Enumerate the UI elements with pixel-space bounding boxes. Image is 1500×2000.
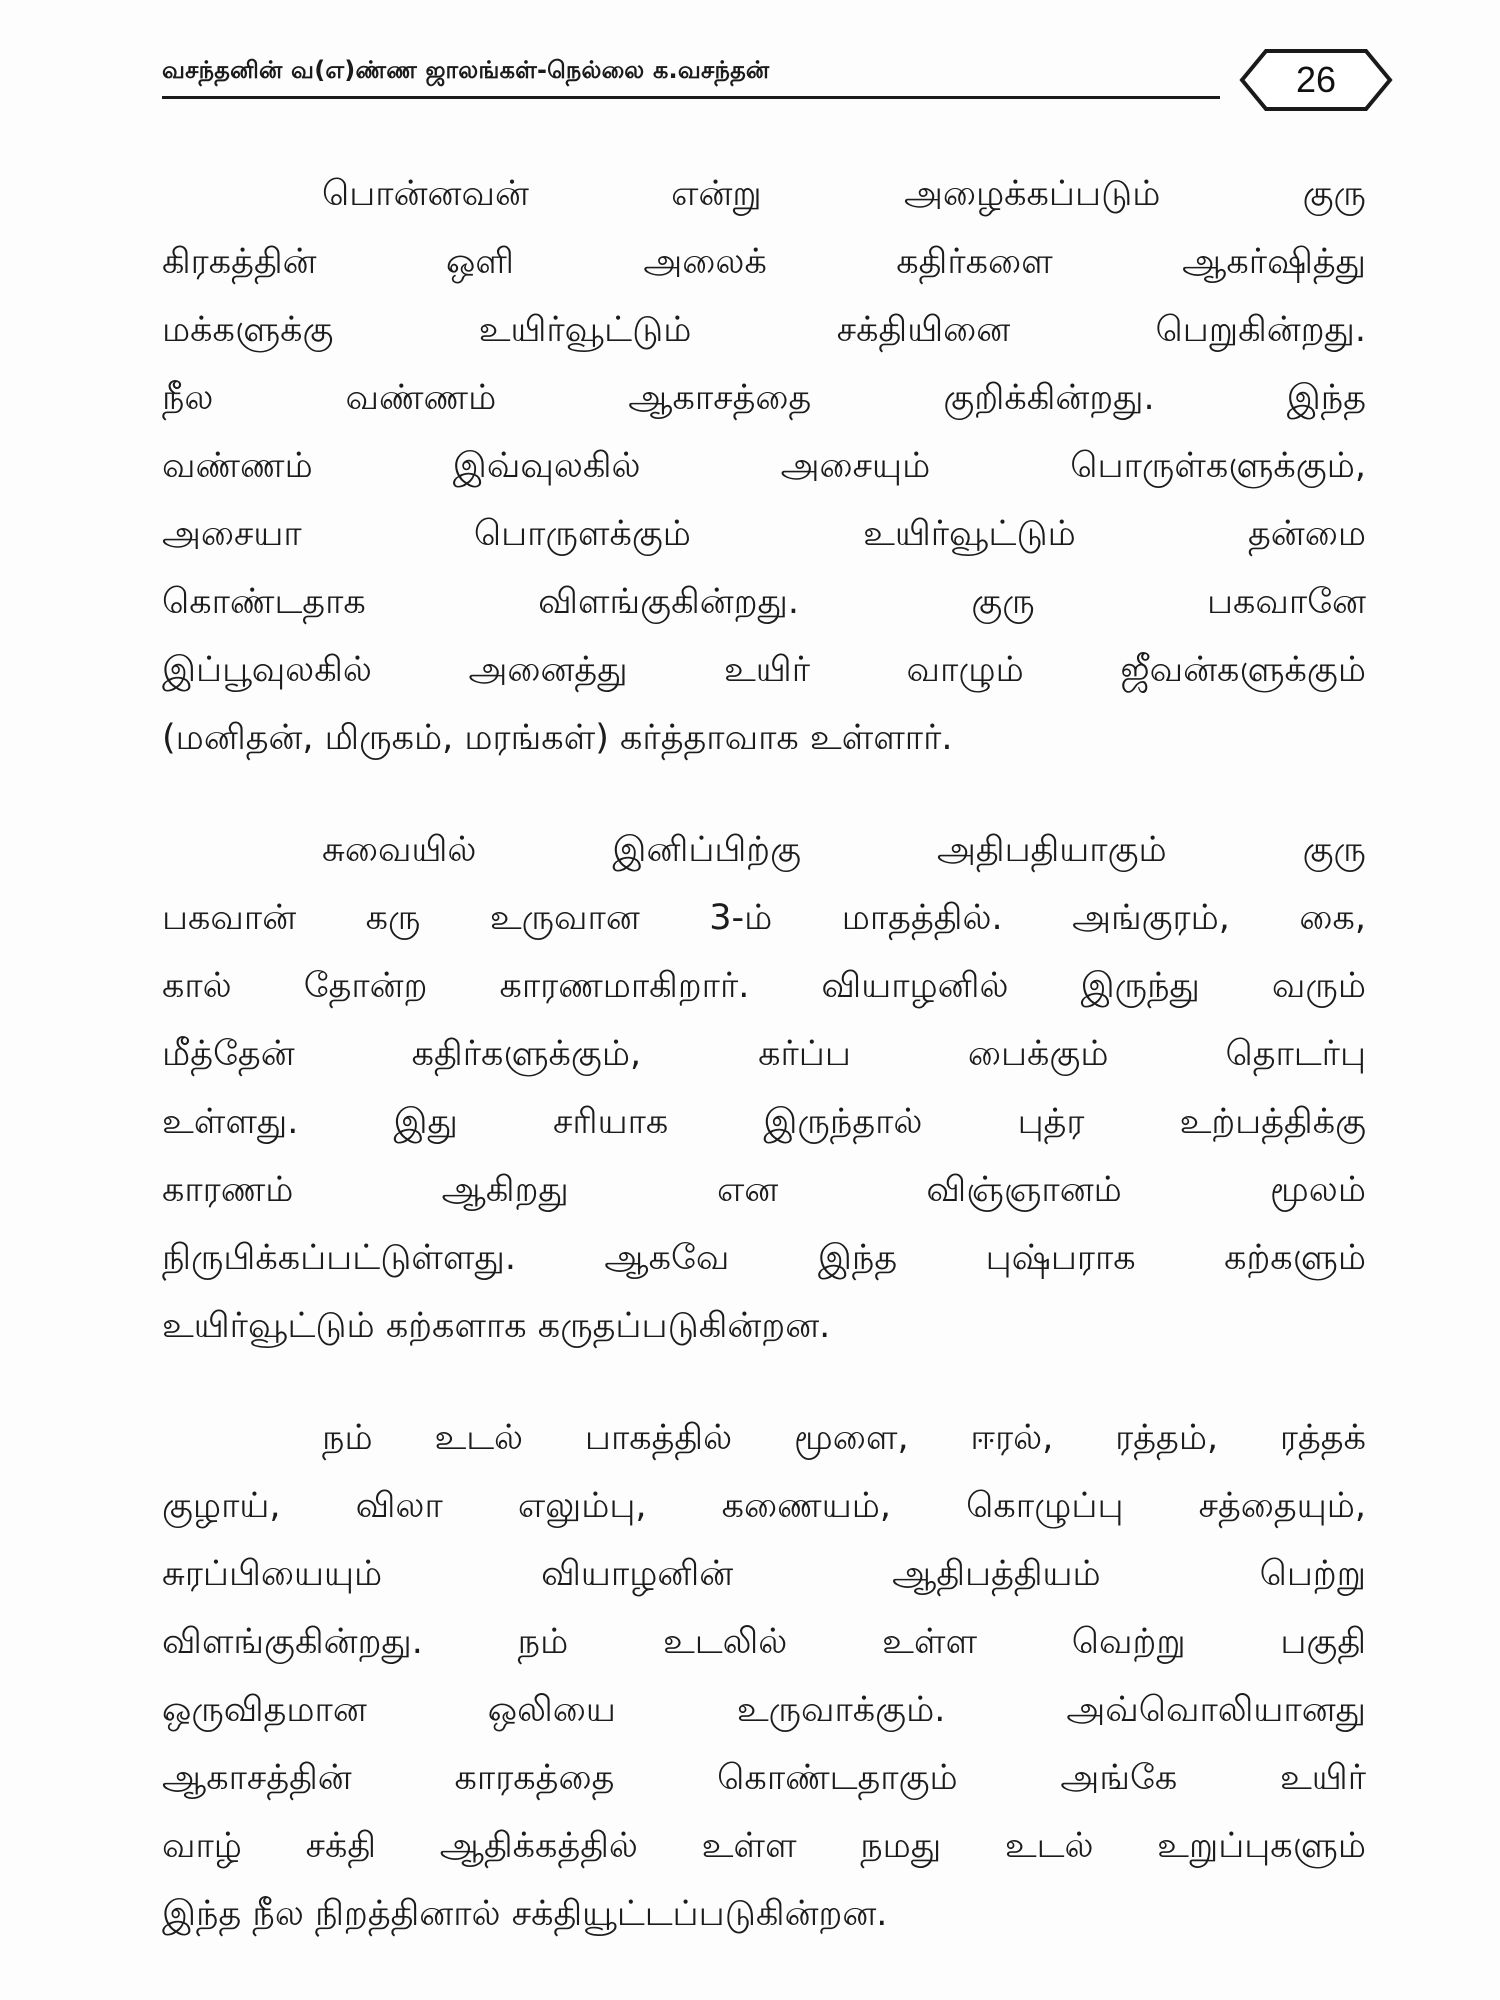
text-line: கொண்டதாக விளங்குகின்றது. குரு பகவானே [162, 582, 1366, 622]
text-line: மீத்தேன் கதிர்களுக்கும், கர்ப்ப பைக்கும் தொடர்பு [162, 1034, 1366, 1074]
text-line: நம் உடல் பாகத்தில் மூளை, ஈரல், ரத்தம், ரத்தக் [322, 1418, 1366, 1458]
text-line: பகவான் கரு உருவான 3-ம் மாதத்தில். அங்குரம், கை, [162, 898, 1366, 938]
text-line: நீல வண்ணம் ஆகாசத்தை குறிக்கின்றது. இந்த [162, 378, 1366, 418]
text-line: ஒருவிதமான ஒலியை உருவாக்கும். அவ்வொலியானது [162, 1690, 1366, 1730]
text-line: வாழ் சக்தி ஆதிக்கத்தில் உள்ள நமது உடல் உறுப்புகளும் [162, 1826, 1366, 1866]
page-number: 26 [1295, 59, 1337, 100]
text-line: நிருபிக்கப்பட்டுள்ளது. ஆகவே இந்த புஷ்பராக கற்களும் [162, 1238, 1366, 1278]
text-line: (மனிதன், மிருகம், மரங்கள்) கர்த்தாவாக உள்ளார். [162, 718, 953, 758]
text-line: இப்பூவுலகில் அனைத்து உயிர் வாழும் ஜீவன்களுக்கும் [162, 650, 1366, 690]
header-rule [162, 96, 1220, 99]
text-line: அசையா பொருளக்கும் உயிர்வூட்டும் தன்மை [162, 514, 1366, 554]
text-line: விளங்குகின்றது. நம் உடலில் உள்ள வெற்று பகுதி [162, 1622, 1366, 1662]
text-line: சுவையில் இனிப்பிற்கு அதிபதியாகும் குரு [322, 830, 1366, 870]
page-header [162, 48, 1242, 108]
text-line: கிரகத்தின் ஒளி அலைக் கதிர்களை ஆகர்ஷித்து [162, 242, 1366, 282]
paragraph [162, 160, 1366, 772]
body-text [162, 160, 1366, 1992]
paragraph [162, 816, 1366, 1360]
page-number-badge [1238, 48, 1394, 112]
text-line: காரணம் ஆகிறது என விஞ்ஞானம் மூலம் [162, 1170, 1366, 1210]
text-line: உள்ளது. இது சரியாக இருந்தால் புத்ர உற்பத்திக்கு [162, 1102, 1366, 1142]
text-line: சுரப்பியையும் வியாழனின் ஆதிபத்தியம் பெற்று [162, 1554, 1366, 1594]
text-line: கால் தோன்ற காரணமாகிறார். வியாழனில் இருந்து வரும் [162, 966, 1366, 1006]
running-title: வசந்தனின் வ(எ)ண்ண ஜாலங்கள்-நெல்லை க.வசந்தன் [162, 56, 770, 84]
text-line: உயிர்வூட்டும் கற்களாக கருதப்படுகின்றன. [162, 1306, 831, 1346]
text-line: ஆகாசத்தின் காரகத்தை கொண்டதாகும் அங்கே உயிர் [162, 1758, 1366, 1798]
text-line: இந்த நீல நிறத்தினால் சக்தியூட்டப்படுகின்றன. [162, 1894, 888, 1934]
paragraph [162, 1404, 1366, 1948]
text-line: வண்ணம் இவ்வுலகில் அசையும் பொருள்களுக்கும், [162, 446, 1366, 486]
text-line: குழாய், விலா எலும்பு, கணையம், கொழுப்பு சத்தையும், [162, 1486, 1366, 1526]
text-line: பொன்னவன் என்று அழைக்கப்படும் குரு [322, 174, 1366, 214]
text-line: மக்களுக்கு உயிர்வூட்டும் சக்தியினை பெறுகின்றது. [162, 310, 1366, 350]
